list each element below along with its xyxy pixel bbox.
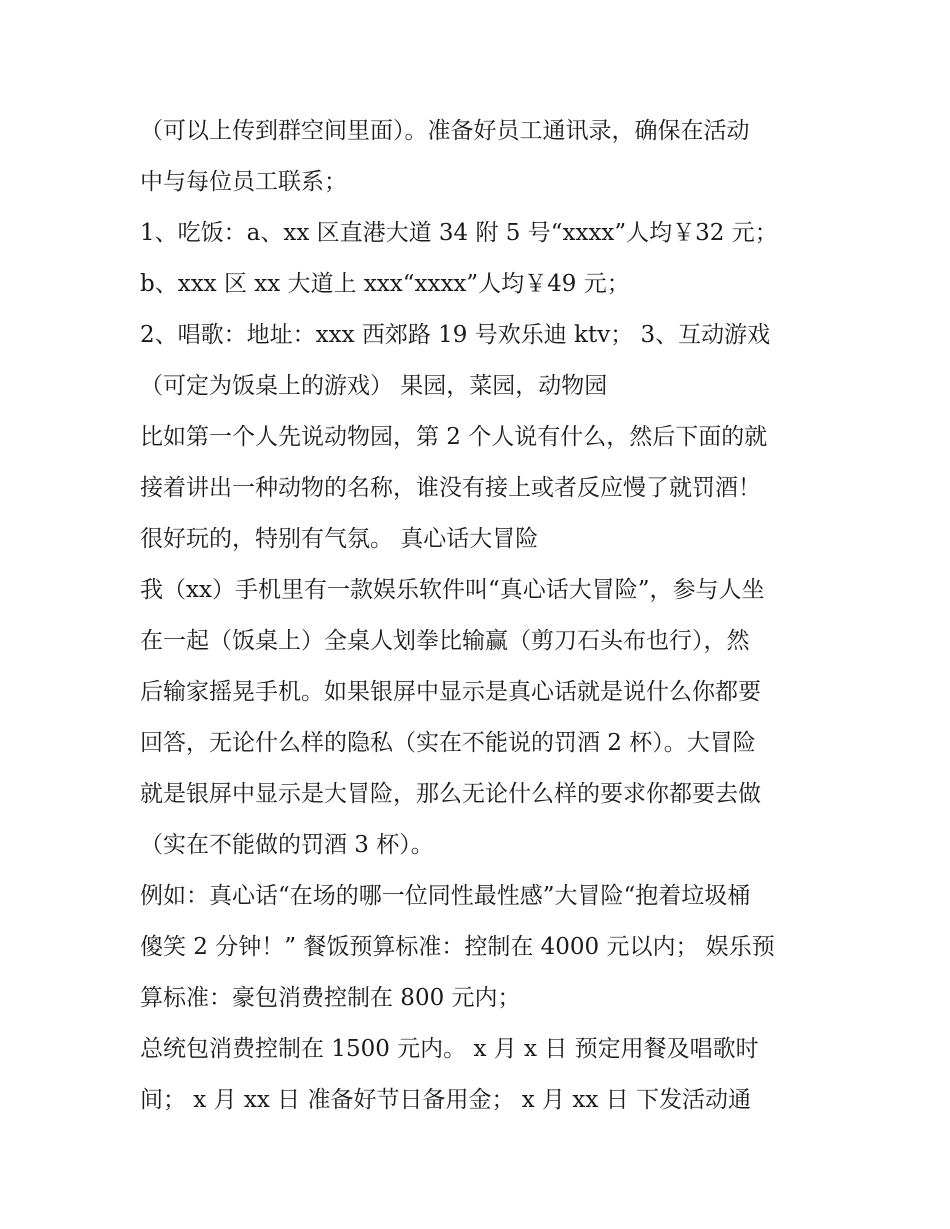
- text-line: b、xxx 区 xx 大道上 xxx“xxxx”人均￥49 元；: [140, 271, 630, 297]
- text-line: 回答，无论什么样的隐私（实在不能说的罚酒 2 杯）。大冒险: [140, 730, 756, 756]
- text-line: 比如第一个人先说动物园，第 2 个人说有什么，然后下面的就: [140, 424, 768, 450]
- text-line: 后输家摇晃手机。如果银屏中显示是真心话就是说什么你都要: [140, 679, 761, 705]
- text-line: 接着讲出一种动物的名称，谁没有接上或者反应慢了就罚酒！: [140, 475, 761, 501]
- text-line: 傻笑 2 分钟！” 餐饭预算标准：控制在 4000 元以内； 娱乐预: [140, 934, 775, 960]
- text-line: 间； x 月 xx 日 准备好节日备用金； x 月 xx 日 下发活动通: [140, 1087, 751, 1113]
- document-body: [140, 106, 830, 1126]
- text-line: 在一起（饭桌上）全桌人划拳比输赢（剪刀石头布也行），然: [140, 628, 750, 654]
- text-line: 1、吃饭：a、xx 区直港大道 34 附 5 号“xxxx”人均￥32 元；: [140, 220, 778, 246]
- text-line: 就是银屏中显示是大冒险，那么无论什么样的要求你都要去做: [140, 781, 761, 807]
- text-line: （可定为饭桌上的游戏） 果园，菜园，动物园: [140, 373, 608, 399]
- text-line: 算标准：豪包消费控制在 800 元内；: [140, 985, 521, 1011]
- text-line: 例如：真心话“在场的哪一位同性最性感”大冒险“抱着垃圾桶: [140, 883, 751, 909]
- text-line: 中与每位员工联系；: [140, 169, 347, 195]
- text-line: （可以上传到群空间里面）。准备好员工通讯录，确保在活动: [140, 118, 750, 144]
- text-line: （实在不能做的罚酒 3 杯）。: [140, 832, 434, 858]
- text-line: 2、唱歌：地址：xxx 西郊路 19 号欢乐迪 ktv； 3、互动游戏: [140, 322, 771, 348]
- text-line: 我（xx）手机里有一款娱乐软件叫“真心话大冒险”，参与人坐: [140, 577, 765, 603]
- text-line: 总统包消费控制在 1500 元内。 x 月 x 日 预定用餐及唱歌时: [140, 1036, 759, 1062]
- text-line: 很好玩的，特别有气氛。 真心话大冒险: [140, 526, 539, 552]
